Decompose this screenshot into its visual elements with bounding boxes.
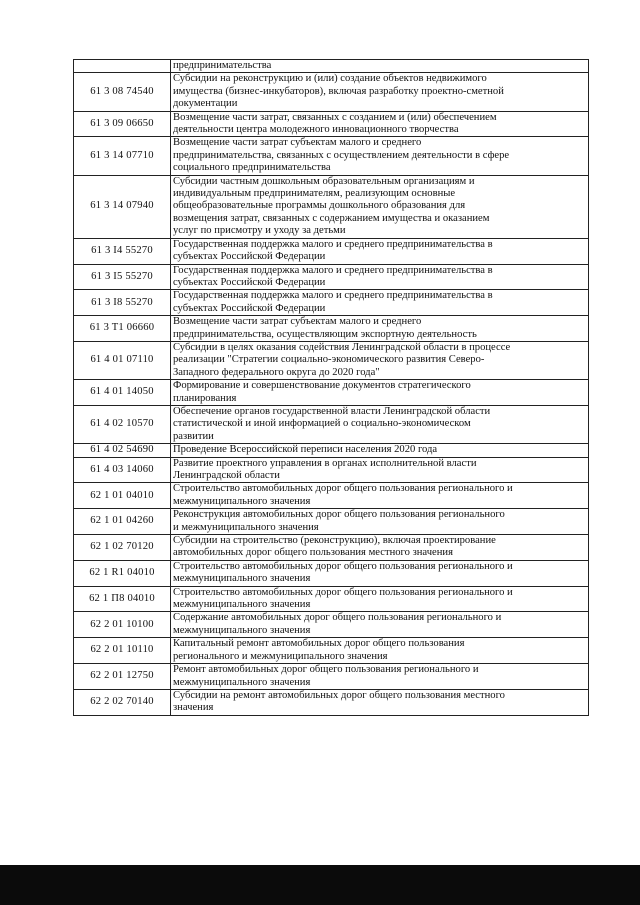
- description-line: Субсидии в целях оказания содействия Ленинградской области в процессе: [173, 341, 511, 353]
- budget-code-cell: 61 3 14 07710: [74, 137, 171, 175]
- description-cell: [171, 457, 589, 483]
- budget-code-cell: 61 3 I4 55270: [74, 238, 171, 264]
- budget-code-cell: 61 4 02 10570: [74, 405, 171, 443]
- description-cell: [171, 405, 589, 443]
- table-row: [74, 137, 589, 175]
- description-line: развитии: [173, 430, 214, 442]
- description-cell: [171, 444, 589, 457]
- description-line: Содержание автомобильных дорог общего пользования регионального и: [173, 612, 502, 624]
- table-row: [74, 444, 589, 457]
- description-line: предпринимательства, осуществляющим экспортную деятельность: [173, 328, 477, 340]
- description-line: реализации "Стратегии социально-экономического развития Северо-: [173, 354, 485, 366]
- description-line: субъектах Российской Федерации: [173, 302, 326, 314]
- description-line: Возмещение части затрат, связанных с созданием и (или) обеспечением: [173, 111, 497, 123]
- description-cell: [171, 238, 589, 264]
- table-row: [74, 483, 589, 509]
- budget-code-cell: 61 4 01 14050: [74, 380, 171, 406]
- description-cell: [171, 638, 589, 664]
- table-row: [74, 73, 589, 111]
- description-line: Капитальный ремонт автомобильных дорог общего пользования: [173, 638, 465, 650]
- budget-code-cell: 62 2 01 10100: [74, 612, 171, 638]
- table-row: [74, 380, 589, 406]
- description-line: деятельности центра молодежного инновационного творчества: [173, 124, 459, 136]
- description-line: межмуниципального значения: [173, 573, 311, 585]
- description-line: и межмуниципального значения: [173, 521, 319, 533]
- description-line: общеобразовательные программы дошкольного образования для: [173, 200, 466, 212]
- budget-code-cell: 62 2 01 10110: [74, 638, 171, 664]
- budget-code-cell: 61 3 08 74540: [74, 73, 171, 111]
- description-line: субъектах Российской Федерации: [173, 276, 326, 288]
- description-line: Субсидии на реконструкцию и (или) создание объектов недвижимого: [173, 73, 487, 85]
- table-row: [74, 290, 589, 316]
- description-line: социального предпринимательства: [173, 162, 331, 174]
- description-line: Строительство автомобильных дорог общего пользования регионального и: [173, 586, 513, 598]
- description-cell: [171, 60, 589, 73]
- description-line: Западного федерального округа до 2020 года": [173, 366, 380, 378]
- description-line: межмуниципального значения: [173, 599, 311, 611]
- description-line: Возмещение части затрат субъектам малого и среднего: [173, 137, 422, 149]
- description-line: Субсидии частным дошкольным образовательным организациям и: [173, 175, 475, 187]
- budget-code-cell: 61 3 I5 55270: [74, 264, 171, 290]
- budget-code-cell: 62 1 01 04260: [74, 509, 171, 535]
- description-line: межмуниципального значения: [173, 676, 311, 688]
- table-row: [74, 175, 589, 238]
- table-row: [74, 264, 589, 290]
- description-line: предпринимательства: [173, 60, 272, 71]
- description-cell: [171, 341, 589, 379]
- description-line: Реконструкция автомобильных дорог общего пользования регионального: [173, 509, 505, 521]
- description-cell: [171, 316, 589, 342]
- description-line: планирования: [173, 392, 237, 404]
- description-cell: [171, 689, 589, 715]
- table-row: [74, 60, 589, 73]
- description-line: межмуниципального значения: [173, 495, 311, 507]
- description-line: субъектах Российской Федерации: [173, 251, 326, 263]
- description-cell: [171, 509, 589, 535]
- table-row: [74, 638, 589, 664]
- table-row: [74, 111, 589, 137]
- table-row: [74, 509, 589, 535]
- description-line: Государственная поддержка малого и среднего предпринимательства в: [173, 264, 493, 276]
- description-line: Ленинградской области: [173, 470, 280, 481]
- budget-codes-table: [73, 59, 589, 716]
- description-line: Государственная поддержка малого и среднего предпринимательства в: [173, 290, 493, 302]
- table-row: [74, 238, 589, 264]
- description-line: значения: [173, 702, 214, 714]
- description-cell: [171, 586, 589, 612]
- description-cell: [171, 264, 589, 290]
- description-cell: [171, 380, 589, 406]
- table-row: [74, 341, 589, 379]
- description-cell: [171, 290, 589, 316]
- budget-code-cell: [74, 60, 171, 73]
- description-line: Строительство автомобильных дорог общего пользования регионального и: [173, 483, 513, 495]
- budget-code-cell: 61 4 01 07110: [74, 341, 171, 379]
- description-cell: [171, 560, 589, 586]
- description-line: Развитие проектного управления в органах исполнительной власти: [173, 457, 477, 469]
- table-row: [74, 612, 589, 638]
- description-line: межмуниципального значения: [173, 624, 311, 636]
- table-row: [74, 535, 589, 561]
- budget-code-cell: 61 4 02 54690: [74, 444, 171, 457]
- description-line: Субсидии на строительство (реконструкцию), включая проектирование: [173, 535, 496, 547]
- budget-code-cell: 61 4 03 14060: [74, 457, 171, 483]
- description-line: Формирование и совершенствование документов стратегического: [173, 380, 471, 392]
- table-row: [74, 405, 589, 443]
- description-line: документации: [173, 98, 238, 110]
- description-line: регионального и межмуниципального значения: [173, 650, 388, 662]
- budget-code-cell: 62 2 02 70140: [74, 689, 171, 715]
- description-cell: [171, 73, 589, 111]
- budget-code-cell: 62 1 П8 04010: [74, 586, 171, 612]
- description-line: автомобильных дорог общего пользования местного значения: [173, 547, 453, 559]
- budget-code-cell: 62 1 02 70120: [74, 535, 171, 561]
- budget-code-cell: 62 1 R1 04010: [74, 560, 171, 586]
- budget-code-cell: 62 2 01 12750: [74, 664, 171, 690]
- table-row: [74, 586, 589, 612]
- budget-code-cell: 62 1 01 04010: [74, 483, 171, 509]
- description-line: Строительство автомобильных дорог общего пользования регионального и: [173, 560, 513, 572]
- description-line: Возмещение части затрат субъектам малого и среднего: [173, 316, 422, 328]
- table-row: [74, 316, 589, 342]
- table-body: [74, 60, 589, 716]
- scan-bottom-border: [0, 865, 640, 905]
- description-line: Проведение Всероссийской переписи населения 2020 года: [173, 444, 438, 456]
- table-row: [74, 457, 589, 483]
- description-line: услуг по присмотру и уходу за детьми: [173, 225, 346, 237]
- description-line: Государственная поддержка малого и среднего предпринимательства в: [173, 238, 493, 250]
- description-cell: [171, 612, 589, 638]
- description-line: имущества (бизнес-инкубаторов), включая разработку проектно-сметной: [173, 85, 504, 97]
- description-cell: [171, 535, 589, 561]
- budget-code-cell: 61 3 14 07940: [74, 175, 171, 238]
- budget-code-cell: 61 3 09 06650: [74, 111, 171, 137]
- description-cell: [171, 175, 589, 238]
- table-row: [74, 664, 589, 690]
- description-line: Ремонт автомобильных дорог общего пользования регионального и: [173, 664, 479, 676]
- budget-code-cell: 61 3 I8 55270: [74, 290, 171, 316]
- table-row: [74, 689, 589, 715]
- description-cell: [171, 483, 589, 509]
- description-line: Субсидии на ремонт автомобильных дорог общего пользования местного: [173, 689, 505, 701]
- description-line: индивидуальным предпринимателям, реализующим основные: [173, 188, 456, 200]
- description-line: предпринимательства, связанных с осуществлением деятельности в сфере: [173, 149, 510, 161]
- description-cell: [171, 111, 589, 137]
- table-row: [74, 560, 589, 586]
- budget-code-cell: 61 3 T1 06660: [74, 316, 171, 342]
- description-line: статистической и иной информацией о социально-экономическом: [173, 418, 471, 430]
- description-cell: [171, 664, 589, 690]
- description-line: Обеспечение органов государственной власти Ленинградской области: [173, 405, 491, 417]
- description-line: возмещения затрат, связанных с содержанием имущества и оказанием: [173, 212, 490, 224]
- description-cell: [171, 137, 589, 175]
